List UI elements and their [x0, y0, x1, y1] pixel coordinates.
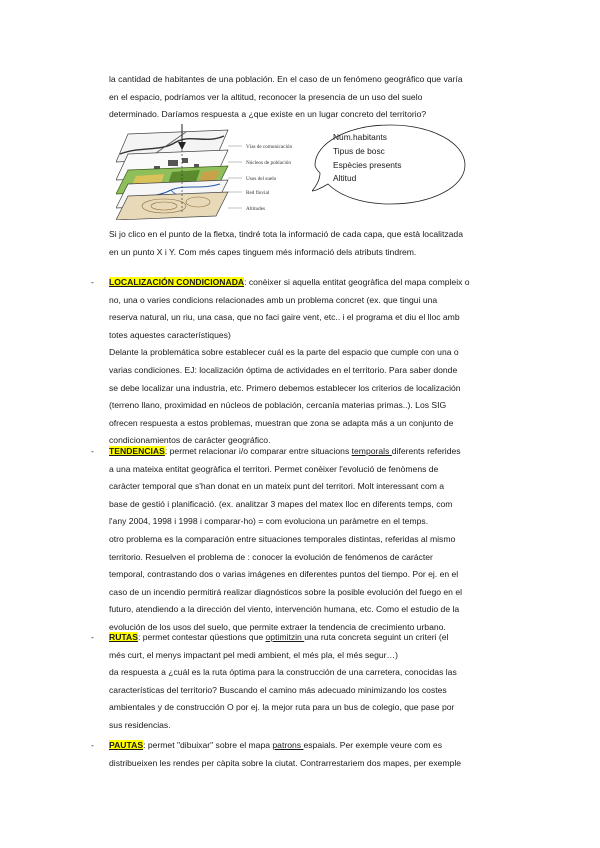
bubble-item: Espècies presents [333, 159, 402, 170]
section-title: LOCALIZACIÓN CONDICIONADA [109, 277, 245, 287]
intro-paragraph [109, 71, 521, 124]
section-rutas [109, 629, 521, 735]
section-line: l'any 2004, 1998 i 1998 i comparar-ho) = com evoluciona un paràmetre en el temps. [109, 516, 429, 527]
section-text: espaials. Per exemple veure com es [303, 740, 442, 750]
section-title: TENDENCIAS [109, 446, 165, 456]
section-line: territorio. Resuelven el problema de : conocer la evolución de fenómenos de carácter [109, 551, 433, 562]
section-line: da respuesta a ¿cuál es la ruta óptima para la construcción de una carretera, conocidas las [109, 667, 457, 678]
section-line: futuro, atendiendo a la dirección del viento, intervención humana, etc. Como el estudio de la [109, 604, 460, 615]
intro-line: la cantidad de habitantes de una población. En el caso de un fenómeno geográfico que varía [109, 74, 463, 84]
section-title: RUTAS [109, 632, 138, 642]
figure-caption [109, 226, 521, 261]
bubble-text [333, 131, 401, 186]
section-text: : permet "dibuixar" sobre el mapa [143, 740, 273, 750]
section-line: temporal, contrastando dos o varias imágenes en diferentes puntos del tiempo. Por ej. en el [109, 569, 459, 580]
bullet-dash: - [91, 446, 94, 456]
gis-layers-figure [116, 124, 341, 220]
section-line: otro problema es la comparación entre situaciones temporales distintas, referidas al mismo [109, 533, 456, 544]
section-first-line [109, 737, 521, 755]
caption-line: en un punto X i Y. Com més capes tinguem més informació dels atributs tindrem. [109, 246, 417, 257]
section-line: condicionamientos de carácter geográfico. [109, 435, 271, 446]
section-line: més curt, el menys impactant pel medi ambient, el més pla, el més segur…) [109, 649, 398, 660]
intro-line: determinado. Daríamos respuesta a ¿que existe en un lugar concreto del territorio? [109, 109, 427, 120]
section-text: : conèixer si aquella entitat geogràfica del mapa compleix o [244, 277, 470, 287]
section-tendencias [109, 443, 521, 637]
bullet-dash: - [91, 740, 94, 750]
section-title: PAUTAS [109, 740, 144, 750]
section-line: reserva natural, un riu, una casa, que no faci gaire vent, etc.. i el programa et diu el lloc amb [109, 312, 460, 323]
section-line: distribueixen les rendes per càpita sobre la ciutat. Contrarrestariem dos mapes, per exemple [109, 757, 462, 768]
section-line: varias condiciones. EJ: localización óptima de actividades en el territorio. Para saber donde [109, 364, 458, 375]
section-line: evolución de los usos del suelo, que permite extraer la tendencia de crecimiento urbano. [109, 621, 446, 632]
section-line: caràcter temporal que s'han donat en un mateix punt del territori. Molt interessant com a [109, 481, 445, 492]
section-line: no, una o varies condicions relacionades amb un problema concret (ex. que tingui una [109, 294, 438, 305]
section-line: características del territorio? Buscando el camino más adecuado minimizando los costes [109, 684, 447, 695]
section-line: se debe localizar una industria, etc. Primero debemos establecer los criterios de localización [109, 382, 461, 393]
section-line: ofrecen respuesta a estos problemas, muestran que zona se adapta más a un conjunto de [109, 417, 454, 428]
section-line: a una mateixa entitat geogràfica el territori. Permet conèixer l'evolució de fenòmens de [109, 463, 439, 474]
section-first-line [109, 274, 521, 292]
layer-label: Vías de comunicación [246, 144, 293, 150]
bullet-dash: - [91, 277, 94, 287]
layer-label: Usos del suelo [246, 176, 277, 182]
section-text: : permet contestar qüestions que [137, 632, 266, 642]
caption-line: Si jo clico en el punto de la fletxa, tindré tota la informació de cada capa, que està localitzada [109, 229, 463, 239]
layer-label: Altitudes [246, 206, 266, 212]
bullet-dash: - [91, 632, 94, 642]
layer-label: Red fluvial [246, 190, 270, 196]
section-underlined-word: patrons [272, 740, 304, 750]
bubble-item: Tipus de bosc [333, 145, 385, 156]
bubble-item: Num.habitants [333, 132, 387, 142]
section-line: ambientales y de construcción O por ej. la mejor ruta para un bus de colegio, que pase por [109, 702, 455, 713]
section-text: : permet relacionar i/o comparar entre situacions [164, 446, 352, 456]
section-first-line [109, 629, 521, 647]
section-line: sus residencias. [109, 719, 171, 730]
section-line: base de gestió i planificació. (ex. analitzar 3 mapes del matex lloc en diferents temps, com [109, 498, 453, 509]
section-first-line [109, 443, 521, 461]
section-text: una ruta concreta seguint un criteri (el [304, 632, 449, 642]
section-underlined-word: temporals [351, 446, 392, 456]
section-line: caso de un incendio permitirá realizar diagnósticos sobre la posible evolución del fuego en el [109, 586, 463, 597]
section-line: (terreno llano, proximidad en núcleos de población, cercanía materias primas..). Los SIG [109, 400, 447, 411]
section-text: diferents referides [391, 446, 461, 456]
section-underlined-word: optimitzin [265, 632, 305, 642]
section-localizacion [109, 274, 521, 450]
section-line: Delante la problemática sobre establecer cuál es la parte del espacio que cumple con una o [109, 347, 459, 358]
intro-line: en el espacio, podríamos ver la altitud, reconocer la presencia de un uso del suelo [109, 91, 423, 102]
section-pautas [109, 737, 521, 772]
layer-altitude [116, 192, 228, 220]
layer-label: Núcleos de población [246, 160, 291, 166]
section-line: totes aquestes característiques) [109, 329, 231, 340]
bubble-item: Altitud [333, 173, 357, 184]
